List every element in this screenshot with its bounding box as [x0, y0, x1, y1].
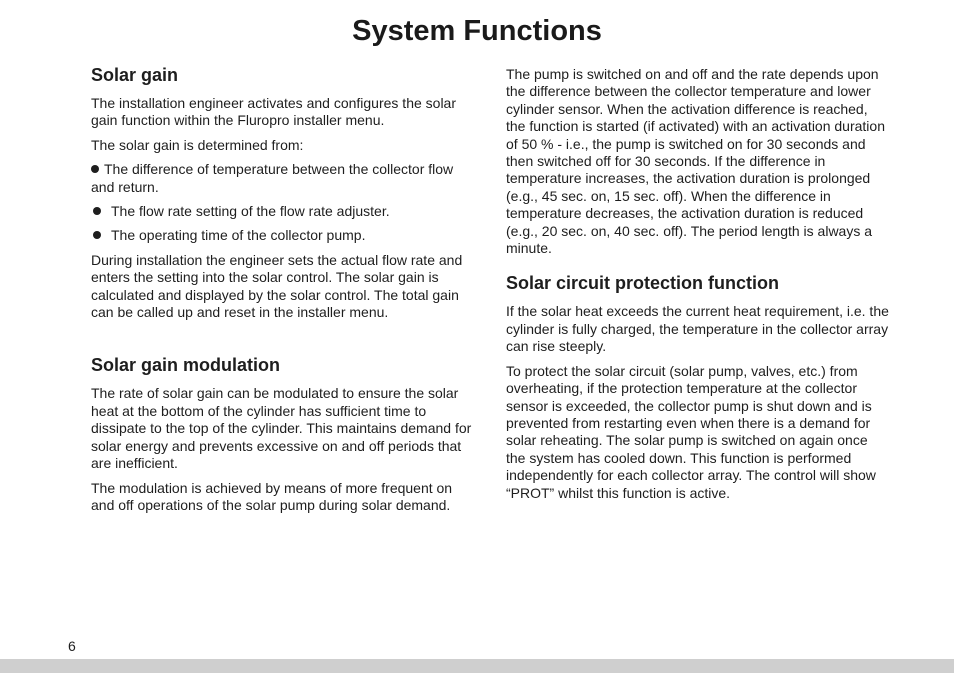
footer-bar — [0, 659, 954, 673]
page-title: System Functions — [352, 15, 602, 47]
bullet-icon — [93, 231, 101, 239]
pump-rate-paragraph: The pump is switched on and off and the rate depends upon the difference between the collector temperature and lower cylinder sensor. When the activation difference is reached, the function is started (if activated) with an activation duration of 50 % - i.e., the pump is switched on for 30 seconds and then switched off for 30 seconds. If the difference in temperature increases, the activation duration is prolonged (e.g., 45 sec. on, 15 sec. off). When the difference in temperature decreases, the activation duration is reduced (e.g., 20 sec. on, 40 sec. off). The period length is always a minute. — [506, 66, 885, 257]
bullet-text: The operating time of the collector pump. — [111, 227, 366, 244]
left-column — [91, 64, 473, 521]
bullet-icon — [93, 207, 101, 215]
bullet-item — [91, 227, 473, 244]
protection-p1: If the solar heat exceeds the current heat requirement, i.e. the cylinder is fully charged, the temperature in the collector array can rise steeply. — [506, 303, 889, 355]
modulation-p2: The modulation is achieved by means of more frequent on and off operations of the solar pump during solar demand. — [91, 479, 453, 513]
bullet-item — [91, 203, 473, 220]
right-column — [506, 66, 890, 509]
modulation-p1: The rate of solar gain can be modulated to ensure the solar heat at the bottom of the cylinder has sufficient time to dissipate to the top of the cylinder. This maintains demand for solar energy and prevents excessive on and off periods that are inefficient. — [91, 385, 472, 472]
solar-gain-intro: The installation engineer activates and configures the solar gain function within the Fluropro installer menu. — [91, 95, 456, 129]
page-number: 6 — [68, 638, 76, 654]
bullet-text: The flow rate setting of the flow rate adjuster. — [111, 203, 390, 220]
modulation-heading: Solar gain modulation — [91, 355, 281, 376]
bullet-item — [91, 161, 473, 196]
solar-gain-determined: The solar gain is determined from: — [91, 136, 304, 153]
solar-gain-installation: During installation the engineer sets the actual flow rate and enters the setting into the solar control. The solar gain is calculated and displayed by the solar control. The total gain can be called up and reset in the installer menu. — [91, 251, 463, 321]
solar-gain-heading: Solar gain — [91, 65, 179, 85]
bullet-icon — [91, 165, 99, 173]
protection-heading: Solar circuit protection function — [506, 273, 780, 294]
bullet-text: The difference of temperature between the collector flow and return. — [91, 161, 454, 195]
protection-p2: To protect the solar circuit (solar pump, valves, etc.) from overheating, if the protection temperature at the collector sensor is exceeded, the collector pump is shut down and is prevented from restarting even when there is a demand for solar reheating. The solar pump is switched on again once the system has cooled down. This function is performed independently for each collector array. The control will show “PROT” whilst this function is active. — [506, 362, 876, 501]
